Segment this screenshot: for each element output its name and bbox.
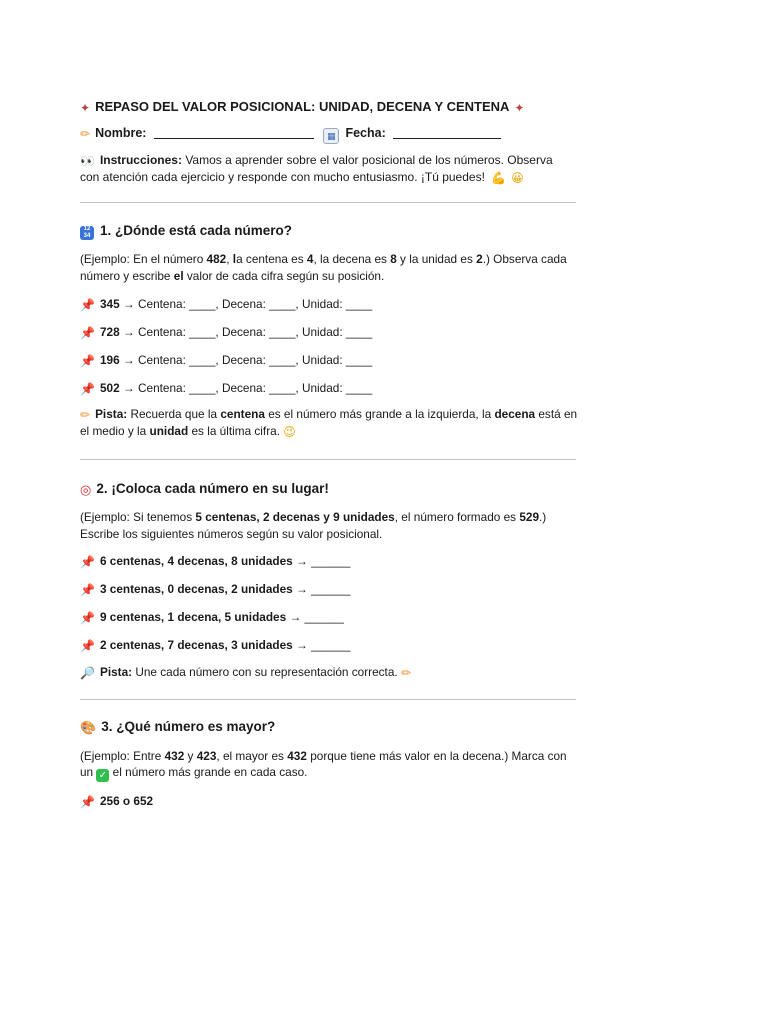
pin-icon: 📌 bbox=[80, 611, 95, 625]
ex-text: (Ejemplo: En el número bbox=[80, 252, 207, 266]
divider bbox=[80, 699, 576, 700]
hint-text: decena bbox=[494, 407, 536, 421]
hint-text: centena bbox=[220, 407, 265, 421]
ex-number: 432 bbox=[164, 748, 185, 763]
item-number: 196 bbox=[99, 353, 120, 367]
pencil-icon: ✏ bbox=[400, 666, 411, 680]
ex-text: .) Escribe los siguientes números según su valor posicional. bbox=[80, 510, 547, 541]
instructions-label: Instrucciones: bbox=[99, 153, 182, 167]
pin-icon: 📌 bbox=[80, 555, 95, 569]
pin-icon: 📌 bbox=[80, 795, 95, 809]
item-text[interactable]: → Centena: ____, Decena: ____, Unidad: ____ bbox=[119, 381, 373, 395]
item-text[interactable]: → Centena: ____, Decena: ____, Unidad: ____ bbox=[119, 353, 373, 367]
list-item bbox=[80, 296, 580, 312]
name-date-row bbox=[80, 124, 580, 144]
ex-number: 423 bbox=[196, 748, 217, 763]
ex-text: , el mayor es bbox=[216, 748, 288, 763]
ex-text: porque tiene más valor en la decena.) Marca con un bbox=[80, 748, 567, 779]
target-icon: ◎ bbox=[80, 483, 92, 498]
ex-text: .) Observa cada número y escribe bbox=[80, 252, 567, 283]
list-item bbox=[80, 637, 580, 653]
calendar-icon: ▦ bbox=[323, 128, 339, 144]
list-item bbox=[80, 380, 580, 396]
section1-title bbox=[80, 221, 580, 241]
ex-text: y la unidad es bbox=[396, 252, 477, 266]
divider bbox=[80, 202, 576, 203]
ex-text: , la decena es bbox=[313, 252, 391, 266]
answer-blank[interactable]: → ______ bbox=[292, 582, 351, 596]
hint-label: Pista: bbox=[99, 665, 133, 679]
ex-text: valor de cada cifra según su posición. bbox=[183, 268, 385, 283]
worksheet bbox=[80, 98, 580, 809]
pin-icon: 📌 bbox=[80, 326, 95, 340]
palette-icon: 🎨 bbox=[80, 720, 97, 736]
section3-title-text: 3. ¿Qué número es mayor? bbox=[101, 718, 276, 734]
ex-number: 482 bbox=[206, 252, 227, 266]
worksheet-title bbox=[80, 98, 580, 116]
fecha-field[interactable] bbox=[393, 126, 501, 139]
section2-hint bbox=[80, 664, 580, 681]
ex-number: 432 bbox=[287, 748, 307, 763]
list-item bbox=[80, 581, 580, 597]
ex-text: , bbox=[226, 252, 233, 266]
instructions-text: Vamos a aprender sobre el valor posicional de los números. Observa con atención cada ejercicio y responde con mucho entusiasmo. ¡Tú puedes! bbox=[80, 153, 553, 184]
pin-icon: 📌 bbox=[80, 354, 95, 368]
section2-example bbox=[80, 509, 580, 542]
confetti-icon: ✦ bbox=[514, 101, 525, 115]
answer-blank[interactable]: → ______ bbox=[286, 610, 344, 624]
check-icon: ✓ bbox=[96, 769, 109, 782]
item-number: 502 bbox=[99, 381, 120, 395]
pin-icon: 📌 bbox=[80, 298, 95, 312]
ex-text: a centena es bbox=[236, 252, 307, 266]
section2-title-text: 2. ¡Coloca cada número en su lugar! bbox=[96, 481, 329, 496]
hint-text: unidad bbox=[149, 423, 189, 438]
hint-text: es la última cifra. bbox=[188, 423, 280, 438]
divider bbox=[80, 459, 576, 460]
title-text: REPASO DEL VALOR POSICIONAL: UNIDAD, DECENA Y CENTENA bbox=[95, 99, 510, 114]
eyes-icon: 👀 bbox=[80, 154, 95, 168]
section3-title bbox=[80, 717, 580, 737]
answer-blank[interactable]: → ______ bbox=[292, 638, 351, 652]
pencil-icon: ✏ bbox=[80, 408, 91, 422]
item-text: 2 centenas, 7 decenas, 3 unidades bbox=[99, 638, 293, 652]
list-item bbox=[80, 793, 580, 809]
ex-number: 2 bbox=[476, 252, 483, 266]
hint-text: Une cada número con su representación correcta. bbox=[132, 665, 398, 679]
hint-text: es el número más grande a la izquierda, la bbox=[264, 407, 495, 421]
section3-example bbox=[80, 748, 580, 783]
list-item bbox=[80, 352, 580, 368]
numbers-icon: 12 34 bbox=[80, 226, 94, 240]
wink-icon: 😉 bbox=[283, 424, 296, 439]
ex-text: el bbox=[173, 268, 184, 283]
ex-text: y bbox=[184, 748, 197, 763]
item-number: 345 bbox=[99, 297, 120, 311]
ex-text: l bbox=[232, 252, 237, 266]
smile-icon: 😀 bbox=[511, 170, 524, 185]
ex-number: 529 bbox=[519, 510, 540, 524]
item-text[interactable]: → Centena: ____, Decena: ____, Unidad: ____ bbox=[119, 325, 373, 339]
ex-text: , el número formado es bbox=[394, 510, 520, 524]
muscle-icon: 💪 bbox=[491, 170, 507, 185]
section1-title-text: 1. ¿Dónde está cada número? bbox=[100, 223, 293, 238]
nombre-label: Nombre: bbox=[95, 126, 147, 140]
fecha-label: Fecha: bbox=[345, 126, 386, 140]
item-text: 9 centenas, 1 decena, 5 unidades bbox=[99, 610, 287, 624]
ex-number: 4 bbox=[306, 252, 314, 266]
section1-hint bbox=[80, 406, 580, 439]
ex-text: (Ejemplo: Entre bbox=[80, 748, 165, 763]
pencil-icon: ✏ bbox=[80, 127, 91, 141]
confetti-icon: ✦ bbox=[80, 101, 91, 115]
list-item bbox=[80, 553, 580, 569]
section1-example bbox=[80, 251, 580, 284]
item-text[interactable]: → Centena: ____, Decena: ____, Unidad: ____ bbox=[119, 297, 373, 311]
answer-blank[interactable]: → ______ bbox=[292, 554, 351, 568]
instructions bbox=[80, 152, 570, 185]
item-text: 3 centenas, 0 decenas, 2 unidades bbox=[99, 582, 293, 596]
ex-text: 5 centenas, 2 decenas y 9 unidades bbox=[195, 510, 395, 524]
hint-label: Pista: bbox=[95, 407, 128, 421]
ex-text: (Ejemplo: Si tenemos bbox=[80, 510, 196, 524]
section2-title bbox=[80, 479, 580, 499]
pin-icon: 📌 bbox=[80, 382, 95, 396]
item-text: 6 centenas, 4 decenas, 8 unidades bbox=[99, 554, 293, 568]
item-number: 728 bbox=[99, 325, 120, 339]
list-item bbox=[80, 609, 580, 625]
nombre-field[interactable] bbox=[154, 126, 314, 139]
list-item bbox=[80, 324, 580, 340]
item-text[interactable]: 256 o 652 bbox=[99, 794, 154, 808]
pin-icon: 📌 bbox=[80, 583, 95, 597]
pin-icon: 📌 bbox=[80, 639, 95, 653]
ex-text: el número más grande en cada caso. bbox=[109, 765, 308, 779]
hint-text: está en el medio y la bbox=[80, 407, 578, 438]
magnifier-icon: 🔎 bbox=[80, 666, 95, 680]
hint-text: Recuerda que la bbox=[127, 407, 221, 421]
ex-number: 8 bbox=[390, 252, 397, 266]
